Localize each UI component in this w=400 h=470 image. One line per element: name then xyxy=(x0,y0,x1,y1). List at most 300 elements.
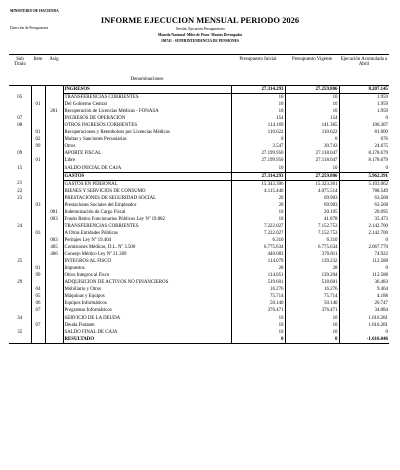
row-presupuesto-vigente: 376.471 xyxy=(285,307,339,314)
row-denominacion: RESULTADO xyxy=(63,336,231,344)
row-ejecucion: 112.588 xyxy=(339,272,389,279)
table-row xyxy=(9,172,389,180)
row-ejecucion: 5.103.062 xyxy=(339,180,389,188)
row-asig xyxy=(45,188,63,195)
row-presupuesto-vigente: 10 xyxy=(285,322,339,329)
table-row xyxy=(9,101,389,108)
row-ejecucion: 2.142.700 xyxy=(339,223,389,230)
row-presupuesto-vigente: 0 xyxy=(285,136,339,143)
row-denominacion: Recuperación de Licencias Médicas - FONASA xyxy=(63,108,231,115)
row-item xyxy=(31,209,45,216)
row-denominacion: TRANSFERENCIAS CORRIENTES xyxy=(63,94,231,102)
row-subtitulo xyxy=(9,136,31,143)
row-presupuesto-vigente: 41.878 xyxy=(285,216,339,223)
row-subtitulo xyxy=(9,244,31,251)
row-ejecucion: 0 xyxy=(339,329,389,336)
col-denominaciones: Denominaciones xyxy=(63,55,231,86)
row-denominacion: Indemnización de Cargo Fiscal xyxy=(63,209,231,216)
row-item: 01 xyxy=(31,101,45,108)
row-presupuesto-vigente: 20.105 xyxy=(285,209,339,216)
row-ejecucion: 20.747 xyxy=(339,300,389,307)
row-denominacion: Otros Integros al Fisco xyxy=(63,272,231,279)
row-asig xyxy=(45,265,63,272)
row-ejecucion: 63.568 xyxy=(339,195,389,202)
row-subtitulo xyxy=(9,157,31,164)
row-denominacion: GASTOS xyxy=(63,172,231,180)
row-denominacion: Comisiones Médicas, D.L. Nº 3.500 xyxy=(63,244,231,251)
table-row xyxy=(9,143,389,150)
row-ejecucion: 4.188 xyxy=(339,293,389,300)
row-item xyxy=(31,216,45,223)
row-asig xyxy=(45,293,63,300)
row-item xyxy=(31,115,45,122)
row-presupuesto-inicial: 440.083 xyxy=(231,251,285,258)
row-item: 07 xyxy=(31,307,45,314)
table-row xyxy=(9,315,389,322)
table-row xyxy=(9,279,389,286)
row-ejecucion: 63.568 xyxy=(339,202,389,209)
row-presupuesto-vigente: 15.323.361 xyxy=(285,180,339,188)
row-asig xyxy=(45,94,63,102)
row-presupuesto-inicial: 27.199.950 xyxy=(231,157,285,164)
row-ejecucion: 676 xyxy=(339,136,389,143)
col-asig: Asig xyxy=(45,55,63,86)
row-ejecucion: -1.616.046 xyxy=(339,336,389,344)
row-asig xyxy=(45,286,63,293)
row-presupuesto-inicial: 10 xyxy=(231,209,285,216)
row-denominacion: SALDO INICIAL DE CAJA xyxy=(63,165,231,173)
row-asig xyxy=(45,230,63,237)
row-denominacion: SERVICIO DE LA DEUDA xyxy=(63,315,231,322)
row-presupuesto-inicial: 114.051 xyxy=(231,272,285,279)
row-presupuesto-vigente: 50.140 xyxy=(285,300,339,307)
row-presupuesto-inicial: 10 xyxy=(231,322,285,329)
row-subtitulo: 22 xyxy=(17,188,23,194)
entity-line: 190741 - SUPERINTENDENCIA DE PENSIONES xyxy=(160,39,240,43)
row-subtitulo: 08 xyxy=(17,123,23,129)
row-presupuesto-vigente: 16.276 xyxy=(285,286,339,293)
row-presupuesto-vigente: 10 xyxy=(285,101,339,108)
row-subtitulo xyxy=(9,265,31,272)
row-presupuesto-inicial: 10 xyxy=(231,94,285,102)
row-denominacion: Equipos Informáticos xyxy=(63,300,231,307)
row-item xyxy=(31,223,45,230)
table-row xyxy=(9,86,389,94)
row-item: 07 xyxy=(31,322,45,329)
row-presupuesto-vigente: 110.622 xyxy=(285,129,339,136)
row-denominacion: Peritajes Ley Nº 19.404 xyxy=(63,237,231,244)
row-denominacion: SALDO FINAL DE CAJA xyxy=(63,329,231,336)
row-subtitulo xyxy=(9,129,31,136)
table-row xyxy=(9,150,389,157)
row-denominacion: Recuperaciones y Reembolsos por Licencias Médicas xyxy=(63,129,231,136)
execution-table xyxy=(9,54,389,344)
row-item xyxy=(31,188,45,195)
table-row xyxy=(9,209,389,216)
table-row xyxy=(9,157,389,164)
version-line: Versión: Ejecución Presupuestaria xyxy=(175,27,225,31)
row-subtitulo xyxy=(9,286,31,293)
row-item xyxy=(31,180,45,188)
row-item: 03 xyxy=(31,230,45,237)
row-denominacion: BIENES Y SERVICIOS DE CONSUMO xyxy=(63,188,231,195)
row-presupuesto-inicial: 10 xyxy=(231,216,285,223)
row-item xyxy=(31,315,45,322)
row-subtitulo xyxy=(9,336,31,344)
row-denominacion: TRANSFERENCIAS CORRIENTES xyxy=(63,223,231,230)
row-asig: 003 xyxy=(45,216,63,223)
row-asig xyxy=(45,136,63,143)
row-item: 99 xyxy=(31,143,45,150)
row-subtitulo: 21 xyxy=(17,181,23,187)
row-ejecucion: 788.549 xyxy=(339,188,389,195)
row-subtitulo: 09 xyxy=(17,151,23,157)
row-asig xyxy=(45,115,63,122)
table-row xyxy=(9,108,389,115)
row-item xyxy=(31,86,45,94)
row-ejecucion: 106.307 xyxy=(339,122,389,129)
row-presupuesto-vigente: 10 xyxy=(285,94,339,102)
row-ejecucion: 81.000 xyxy=(339,129,389,136)
row-presupuesto-vigente: 10 xyxy=(285,329,339,336)
row-asig xyxy=(45,172,63,180)
row-asig xyxy=(45,86,63,94)
row-presupuesto-inicial: 110.622 xyxy=(231,129,285,136)
row-presupuesto-inicial: 0 xyxy=(231,136,285,143)
row-presupuesto-vigente: 27.259.806 xyxy=(285,172,339,180)
row-item xyxy=(31,258,45,265)
row-ejecucion: 1.616.281 xyxy=(339,322,389,329)
row-asig xyxy=(45,300,63,307)
row-ejecucion: 36.483 xyxy=(339,279,389,286)
row-presupuesto-vigente: 75.714 xyxy=(285,293,339,300)
row-presupuesto-inicial: 27.199.950 xyxy=(231,150,285,157)
row-asig xyxy=(45,195,63,202)
row-presupuesto-inicial: 20 xyxy=(231,195,285,202)
table-row xyxy=(9,307,389,314)
table-row xyxy=(9,251,389,258)
row-denominacion: Fondo Retiro Funcionarios Públicos Ley Nº 19.882 xyxy=(63,216,231,223)
currency-line: Moneda Nacional -Miles de Pesos- Montos Devengados xyxy=(157,33,243,37)
row-denominacion: Libre xyxy=(63,157,231,164)
row-asig xyxy=(45,272,63,279)
direction-label: Dirección de Presupuestos xyxy=(10,26,49,30)
row-item xyxy=(31,279,45,286)
table-header-row xyxy=(9,55,389,86)
row-subtitulo xyxy=(9,202,31,209)
table-row xyxy=(9,230,389,237)
row-presupuesto-vigente: 10 xyxy=(285,315,339,322)
row-subtitulo: 15 xyxy=(17,165,23,171)
table-row xyxy=(9,286,389,293)
table-row xyxy=(9,244,389,251)
row-presupuesto-vigente: 27.259.806 xyxy=(285,86,339,94)
row-presupuesto-vigente: 30.743 xyxy=(285,143,339,150)
table-row xyxy=(9,258,389,265)
row-presupuesto-inicial: 10 xyxy=(231,329,285,336)
row-item: 02 xyxy=(31,136,45,143)
row-denominacion: Consejo Médico Ley Nº 21.309 xyxy=(63,251,231,258)
row-item: 04 xyxy=(31,286,45,293)
row-asig xyxy=(45,329,63,336)
row-asig xyxy=(45,180,63,188)
table-row xyxy=(9,136,389,143)
row-presupuesto-inicial: 376.471 xyxy=(231,307,285,314)
table-row xyxy=(9,336,389,344)
row-item xyxy=(31,329,45,336)
row-item xyxy=(31,165,45,173)
col-presupuesto-vigente: Presupuesto Vigente xyxy=(285,55,339,86)
row-presupuesto-inicial: 27.314.293 xyxy=(231,172,285,180)
col-item: Item xyxy=(31,55,45,86)
row-denominacion: OTROS INGRESOS CORRIENTES xyxy=(63,122,231,129)
row-presupuesto-inicial: 6.775.634 xyxy=(231,244,285,251)
row-asig xyxy=(45,129,63,136)
row-subtitulo xyxy=(9,216,31,223)
row-asig: 201 xyxy=(45,108,63,115)
row-ejecucion: 112.588 xyxy=(339,258,389,265)
row-presupuesto-inicial: 20 xyxy=(231,202,285,209)
row-presupuesto-inicial: 10 xyxy=(231,101,285,108)
row-asig xyxy=(45,150,63,157)
row-subtitulo xyxy=(9,300,31,307)
row-presupuesto-vigente: 139.232 xyxy=(285,258,339,265)
row-presupuesto-vigente: 6.775.634 xyxy=(285,244,339,251)
row-ejecucion: 0 xyxy=(339,237,389,244)
row-item xyxy=(31,195,45,202)
row-denominacion: PRESTACIONES DE SEGURIDAD SOCIAL xyxy=(63,195,231,202)
row-ejecucion: 0 xyxy=(339,265,389,272)
row-presupuesto-inicial: 6.310 xyxy=(231,237,285,244)
row-subtitulo xyxy=(9,293,31,300)
row-presupuesto-inicial: 28 xyxy=(231,265,285,272)
row-asig xyxy=(45,336,63,344)
row-ejecucion: 0 xyxy=(339,165,389,173)
row-item: 06 xyxy=(31,300,45,307)
table-row xyxy=(9,293,389,300)
row-denominacion: Del Gobierno Central xyxy=(63,101,231,108)
row-item xyxy=(31,150,45,157)
row-presupuesto-inicial: 0 xyxy=(231,336,285,344)
row-asig xyxy=(45,315,63,322)
row-presupuesto-inicial: 10 xyxy=(231,165,285,173)
row-presupuesto-vigente: 141.365 xyxy=(285,122,339,129)
table-row xyxy=(9,329,389,336)
ministry-label: MINISTERIO DE HACIENDA xyxy=(10,9,59,13)
row-ejecucion: 5.962.391 xyxy=(339,172,389,180)
row-presupuesto-vigente: 28 xyxy=(285,265,339,272)
table-row xyxy=(9,265,389,272)
table-row xyxy=(9,122,389,129)
row-subtitulo xyxy=(9,143,31,150)
row-asig xyxy=(45,307,63,314)
row-ejecucion: 35.473 xyxy=(339,216,389,223)
row-item xyxy=(31,336,45,344)
report-title: INFORME EJECUCION MENSUAL PERIODO 2026 xyxy=(100,15,300,25)
row-subtitulo: 05 xyxy=(17,94,23,100)
row-subtitulo xyxy=(9,101,31,108)
table-row xyxy=(9,272,389,279)
row-item xyxy=(31,122,45,129)
row-asig xyxy=(45,223,63,230)
row-item: 01 xyxy=(31,157,45,164)
row-item: 01 xyxy=(31,265,45,272)
col-ejecucion: Ejecución Acumulada a Abril xyxy=(339,55,389,86)
table-row xyxy=(9,223,389,230)
row-item xyxy=(31,251,45,258)
row-item xyxy=(31,108,45,115)
row-subtitulo xyxy=(9,272,31,279)
row-subtitulo: 25 xyxy=(17,259,23,265)
row-subtitulo xyxy=(9,251,31,258)
row-asig xyxy=(45,165,63,173)
row-subtitulo: 34 xyxy=(17,315,23,321)
row-ejecucion: 74.922 xyxy=(339,251,389,258)
row-ejecucion: 20.095 xyxy=(339,209,389,216)
row-presupuesto-vigente: 27.118.047 xyxy=(285,150,339,157)
row-asig xyxy=(45,143,63,150)
row-asig xyxy=(45,279,63,286)
row-item xyxy=(31,237,45,244)
table-row xyxy=(9,237,389,244)
row-ejecucion: 2.142.700 xyxy=(339,230,389,237)
row-presupuesto-vigente: 10 xyxy=(285,108,339,115)
row-asig xyxy=(45,101,63,108)
row-denominacion: INTEGROS AL FISCO xyxy=(63,258,231,265)
table-row xyxy=(9,202,389,209)
row-subtitulo xyxy=(9,172,31,180)
row-subtitulo: 35 xyxy=(17,329,23,335)
row-presupuesto-inicial: 7.222.027 xyxy=(231,223,285,230)
row-subtitulo xyxy=(9,108,31,115)
row-denominacion: APORTE FISCAL xyxy=(63,150,231,157)
row-subtitulo: 07 xyxy=(17,116,23,122)
table-row xyxy=(9,165,389,173)
row-ejecucion: 8.178.679 xyxy=(339,157,389,164)
row-denominacion: Multas y Sanciones Pecuniarias xyxy=(63,136,231,143)
row-presupuesto-inicial: 50.140 xyxy=(231,300,285,307)
table-row xyxy=(9,188,389,195)
row-denominacion: Deuda Flotante xyxy=(63,322,231,329)
table-row xyxy=(9,180,389,188)
row-denominacion: GASTOS EN PERSONAL xyxy=(63,180,231,188)
row-ejecucion: 1.959 xyxy=(339,101,389,108)
row-asig: 001 xyxy=(45,209,63,216)
row-item: 03 xyxy=(31,202,45,209)
row-presupuesto-vigente: 4.075.514 xyxy=(285,188,339,195)
row-presupuesto-vigente: 69.903 xyxy=(285,202,339,209)
row-ejecucion: 1.616.281 xyxy=(339,315,389,322)
row-presupuesto-inicial: 3.547 xyxy=(231,143,285,150)
row-presupuesto-inicial: 7.222.027 xyxy=(231,230,285,237)
row-presupuesto-vigente: 0 xyxy=(285,336,339,344)
row-denominacion: Impuestos xyxy=(63,265,231,272)
row-asig xyxy=(45,202,63,209)
row-presupuesto-vigente: 154 xyxy=(285,115,339,122)
table-row xyxy=(9,94,389,102)
row-asig xyxy=(45,157,63,164)
row-asig xyxy=(45,258,63,265)
row-denominacion: INGRESOS DE OPERACIÓN xyxy=(63,115,231,122)
row-presupuesto-inicial: 4.115.440 xyxy=(231,188,285,195)
row-subtitulo: 24 xyxy=(17,223,23,229)
row-ejecucion: 1.959 xyxy=(339,94,389,102)
row-denominacion: Otros xyxy=(63,143,231,150)
row-subtitulo: 23 xyxy=(17,195,23,201)
row-denominacion: ADQUISICION DE ACTIVOS NO FINANCIEROS xyxy=(63,279,231,286)
row-presupuesto-inicial: 114.169 xyxy=(231,122,285,129)
col-presupuesto-inicial: Presupuesto Inicial xyxy=(231,55,285,86)
row-presupuesto-inicial: 10 xyxy=(231,108,285,115)
row-subtitulo: 29 xyxy=(17,280,23,286)
row-ejecucion: 8.178.679 xyxy=(339,150,389,157)
row-item: 05 xyxy=(31,293,45,300)
row-presupuesto-vigente: 10 xyxy=(285,165,339,173)
row-presupuesto-vigente: 6.310 xyxy=(285,237,339,244)
table-row xyxy=(9,129,389,136)
row-ejecucion: 2.067.770 xyxy=(339,244,389,251)
row-presupuesto-vigente: 139.204 xyxy=(285,272,339,279)
row-asig: 406 xyxy=(45,251,63,258)
row-item: 99 xyxy=(31,272,45,279)
row-asig xyxy=(45,322,63,329)
table-row xyxy=(9,195,389,202)
row-subtitulo xyxy=(9,86,31,94)
row-ejecucion: 8.207.145 xyxy=(339,86,389,94)
row-ejecucion: 1.959 xyxy=(339,108,389,115)
row-subtitulo xyxy=(9,209,31,216)
row-item xyxy=(31,172,45,180)
row-denominacion: Programas Informáticos xyxy=(63,307,231,314)
row-presupuesto-inicial: 154 xyxy=(231,115,285,122)
row-ejecucion: 24.675 xyxy=(339,143,389,150)
row-ejecucion: 34.084 xyxy=(339,307,389,314)
row-presupuesto-inicial: 27.314.293 xyxy=(231,86,285,94)
row-item xyxy=(31,94,45,102)
row-asig: 405 xyxy=(45,244,63,251)
row-presupuesto-vigente: 7.152.753 xyxy=(285,223,339,230)
row-presupuesto-inicial: 15.343.306 xyxy=(231,180,285,188)
row-item: 01 xyxy=(31,129,45,136)
row-presupuesto-vigente: 27.118.047 xyxy=(285,157,339,164)
row-subtitulo xyxy=(9,322,31,329)
row-asig xyxy=(45,122,63,129)
row-presupuesto-vigente: 370.811 xyxy=(285,251,339,258)
row-subtitulo xyxy=(9,307,31,314)
row-presupuesto-vigente: 518.601 xyxy=(285,279,339,286)
row-denominacion: Mobiliario y Otros xyxy=(63,286,231,293)
table-row xyxy=(9,300,389,307)
row-subtitulo xyxy=(9,230,31,237)
row-denominacion: A Otras Entidades Públicas xyxy=(63,230,231,237)
row-item xyxy=(31,244,45,251)
row-presupuesto-vigente: 69.903 xyxy=(285,195,339,202)
row-presupuesto-inicial: 10 xyxy=(231,315,285,322)
row-presupuesto-inicial: 519.601 xyxy=(231,279,285,286)
row-presupuesto-inicial: 16.276 xyxy=(231,286,285,293)
row-presupuesto-inicial: 75.714 xyxy=(231,293,285,300)
col-subtitulo: Sub Título xyxy=(9,55,31,86)
row-presupuesto-inicial: 114.079 xyxy=(231,258,285,265)
row-ejecucion: 0 xyxy=(339,115,389,122)
table-row xyxy=(9,216,389,223)
row-asig: 003 xyxy=(45,237,63,244)
row-ejecucion: 9.464 xyxy=(339,286,389,293)
row-denominacion: Prestaciones Sociales del Empleador xyxy=(63,202,231,209)
row-presupuesto-vigente: 7.152.753 xyxy=(285,230,339,237)
table-row xyxy=(9,115,389,122)
row-denominacion: Máquinas y Equipos xyxy=(63,293,231,300)
